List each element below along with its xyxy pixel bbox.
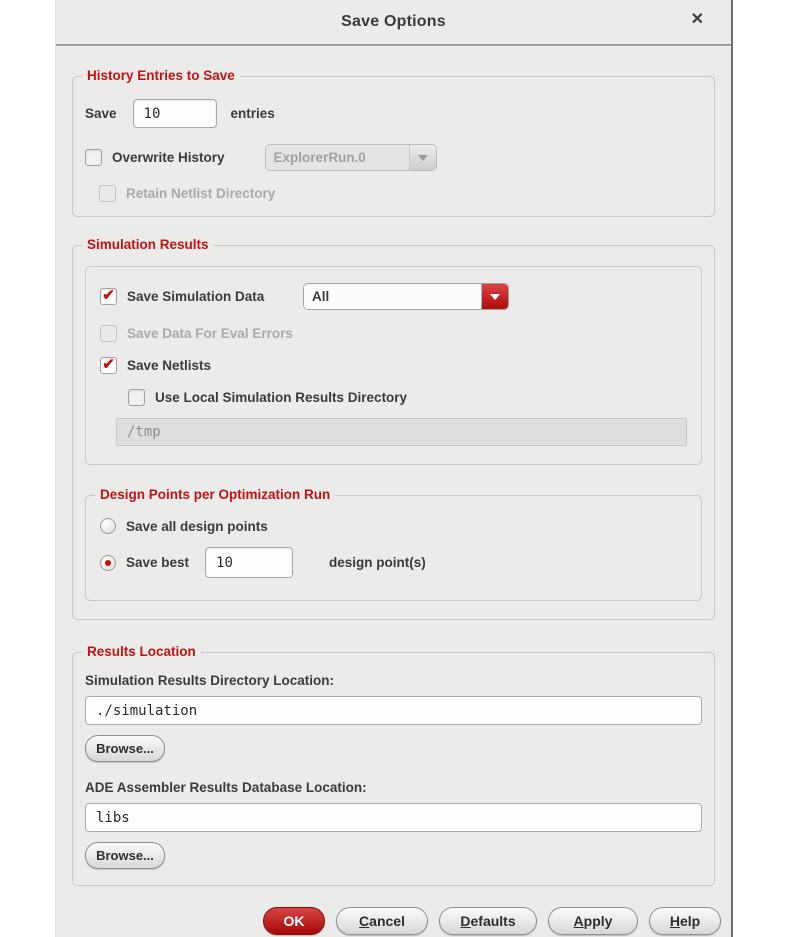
overwrite-run-value: ExplorerRun.0 — [266, 145, 410, 170]
save-best-input[interactable] — [205, 547, 293, 578]
retain-netlist-row — [99, 185, 702, 202]
db-browse-button[interactable]: Browse... — [85, 842, 165, 869]
save-entries-row — [85, 99, 702, 128]
use-local-dir-label: Use Local Simulation Results Directory — [155, 390, 408, 405]
sim-dir-browse-button[interactable]: Browse... — [85, 735, 165, 762]
chevron-down-icon — [410, 145, 436, 170]
db-location-label: ADE Assembler Results Database Location: — [85, 780, 367, 795]
save-options-dialog — [55, 0, 733, 937]
design-points-group — [85, 487, 702, 601]
save-netlists-row — [100, 357, 687, 374]
db-location-input[interactable] — [85, 803, 702, 832]
save-all-points-label: Save all design points — [126, 518, 268, 534]
save-label: Save — [85, 106, 117, 121]
defaults-button[interactable]: Defaults — [439, 907, 537, 935]
overwrite-history-row — [85, 144, 702, 171]
retain-netlist-label: Retain Netlist Directory — [126, 186, 276, 201]
design-points-suffix-label: design point(s) — [329, 555, 426, 570]
local-dir-field: /tmp — [116, 418, 687, 446]
simulation-results-group — [72, 237, 715, 620]
save-best-label: Save best — [126, 555, 190, 570]
help-button[interactable]: Help — [649, 907, 721, 935]
retain-netlist-checkbox — [99, 185, 116, 202]
save-simulation-data-label: Save Simulation Data — [127, 289, 265, 304]
entries-label: entries — [230, 106, 275, 121]
results-location-group-title: Results Location — [82, 644, 201, 659]
sim-dir-location-input[interactable] — [85, 696, 702, 725]
history-entries-group — [72, 68, 715, 217]
simulation-group-title: Simulation Results — [82, 237, 214, 252]
results-location-group — [72, 644, 715, 886]
save-best-row — [100, 547, 687, 578]
check-icon: ✔ — [102, 286, 115, 304]
dialog-title: Save Options — [341, 13, 446, 30]
save-eval-errors-label: Save Data For Eval Errors — [127, 326, 293, 341]
save-simulation-data-checkbox[interactable] — [100, 288, 117, 305]
dialog-titlebar — [56, 0, 731, 46]
cancel-button[interactable]: Cancel — [336, 907, 428, 935]
dialog-body — [56, 46, 731, 899]
use-local-dir-checkbox[interactable] — [128, 389, 145, 406]
history-group-title: History Entries to Save — [82, 68, 240, 83]
save-netlists-label: Save Netlists — [127, 358, 212, 373]
save-simulation-data-dropdown[interactable] — [303, 283, 509, 310]
overwrite-history-label: Overwrite History — [112, 150, 225, 165]
save-best-radio[interactable] — [100, 555, 116, 571]
history-entries-input[interactable] — [133, 99, 217, 128]
dialog-footer — [56, 899, 731, 937]
chevron-down-icon — [482, 284, 508, 309]
save-simulation-data-value: All — [304, 284, 482, 309]
save-eval-errors-checkbox — [100, 325, 117, 342]
save-eval-errors-row — [100, 325, 687, 342]
save-all-points-row — [100, 518, 687, 534]
save-netlists-checkbox[interactable] — [100, 357, 117, 374]
design-points-group-title: Design Points per Optimization Run — [95, 487, 335, 502]
save-simulation-data-row — [100, 283, 687, 310]
use-local-dir-row — [128, 389, 687, 406]
check-icon: ✔ — [102, 355, 115, 373]
overwrite-run-dropdown — [265, 144, 437, 171]
simulation-inner-frame — [85, 266, 702, 465]
ok-button[interactable]: OK — [263, 907, 325, 935]
sim-dir-location-label: Simulation Results Directory Location: — [85, 673, 335, 688]
overwrite-history-checkbox[interactable] — [85, 149, 102, 166]
close-icon[interactable]: ✕ — [690, 11, 704, 28]
save-all-points-radio[interactable] — [100, 518, 116, 534]
apply-button[interactable]: Apply — [548, 907, 638, 935]
